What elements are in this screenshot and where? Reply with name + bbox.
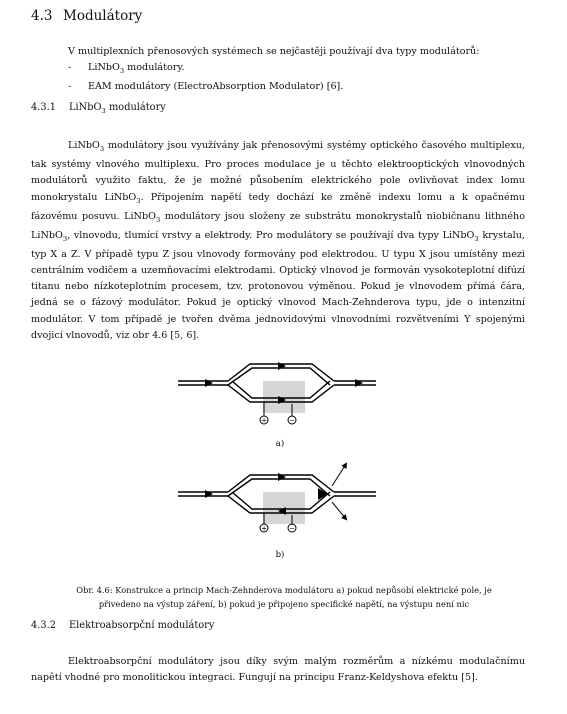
figure-caption xyxy=(40,583,528,611)
caption-line-2: přivedeno na výstup záření, b) pokud je připojeno specifické napětí, na výstupu není nic xyxy=(98,599,470,609)
modulator-diagram-a xyxy=(178,362,376,449)
output-waveguide xyxy=(334,492,376,496)
subscript: 3 xyxy=(62,234,68,243)
subsection-title: Elektroabsorpční modulátory xyxy=(69,620,215,631)
list-item: - EAM modulátory (ElectroAbsorption Modulator) [6]. xyxy=(68,79,343,95)
arrow-upper xyxy=(278,362,286,370)
plus-label: + xyxy=(261,524,267,533)
body-paragraph-eam: Elektroabsorpční modulátory jsou díky svým malým rozměrům a nízkému modulačnímu napětí vhodné pro monolitickou integraci. Fungují na principu Franz-Keldyshova efektu [5]. xyxy=(31,656,525,684)
text-run: krystalu, typ X a Z. V případě typu Z jsou vlnovody formovány pod elektrodou. U typu X jsou umístěny mezi centrálním vodičem a uzemňovacími elektrodami. Optický vlnovod je formován vysokoteplotní difúzí titanu nebo nízkoteplotním procesem, tzv. protonovou výměnou. Pokud je vlnovodem přímá čára, jedná se o fázový modulátor. Pokud je optický vlnovod Mach-Zehnderova typu, jde o intenzitní modulátor. V tom případě je tvořen dvěma jednovidovými vlnovodními rozvětveními Y spojenými dvojicí vlnovodů, viz obr 4.6 [5, 6]. xyxy=(31,229,525,341)
caption-line-1: Obr. 4.6: Konstrukce a princip Mach-Zehnderova modulátoru a) pokud nepůsobí elektrické pole, je xyxy=(76,585,492,595)
subsection-heading-linbo3: 4.3.1 LiNbO$_3$ modulátory xyxy=(31,102,166,115)
list-dash: - xyxy=(68,62,72,73)
subsection-heading-eam xyxy=(31,620,214,631)
intro-paragraph: V multiplexních přenosových systémech se nejčastěji používají dva typy modulátorů: xyxy=(68,46,480,57)
subscript: 3 xyxy=(155,215,161,224)
arrow-in xyxy=(205,379,213,387)
section-title: Modulátory xyxy=(63,8,143,24)
input-waveguide xyxy=(178,492,228,496)
minus-label: − xyxy=(289,416,295,425)
text-run: , vlnovodu, tlumící vrstvy a elektrody. Pro modulátory se používají dva typy LiNbO xyxy=(67,229,475,241)
minus-label: − xyxy=(289,524,295,533)
modulator-diagram-b xyxy=(178,464,376,560)
plus-label: + xyxy=(261,416,267,425)
subsection-number: 4.3.1 xyxy=(31,102,56,113)
figure-label-a: a) xyxy=(275,439,285,449)
subscript: 3 xyxy=(474,234,479,243)
text-run: LiNbO xyxy=(68,140,100,151)
list-item: - LiNbO$_3$ modulátory. xyxy=(68,62,185,75)
scatter-arrow-up xyxy=(332,464,346,486)
figure-label-b: b) xyxy=(275,550,285,560)
input-waveguide xyxy=(178,381,228,385)
subscript: 3 xyxy=(136,196,141,205)
subsection-number: 4.3.2 xyxy=(31,620,56,631)
arrow-in xyxy=(205,490,213,498)
text-run: modulátory jsou složeny ze substrátu monokrystalů niobičnanu lithného LiNbO xyxy=(31,210,525,241)
list-dash: - xyxy=(68,80,72,92)
text-run: . Připojením napětí tedy dochází ke změně indexu lomu a k opačnému fázovému posuvu. LiNbO xyxy=(31,191,525,222)
scatter-arrow-down xyxy=(332,502,346,519)
section-number: 4.3 xyxy=(31,8,53,24)
electrode-block xyxy=(263,381,305,413)
subscript: 3 xyxy=(99,144,105,153)
text-run: modulátory jsou využívány jak přenosovými systémy optického časového multiplexu, tak systémy vlnového multiplexu. Pro proces modulace je u těchto elektrooptických vlnovodných modulátorů využito faktu, že je možné působením elektrického pole ovlivňovat index lomu monokrystalu LiNbO xyxy=(31,140,525,203)
arrow-upper xyxy=(278,473,286,481)
arrow-out xyxy=(355,379,363,387)
